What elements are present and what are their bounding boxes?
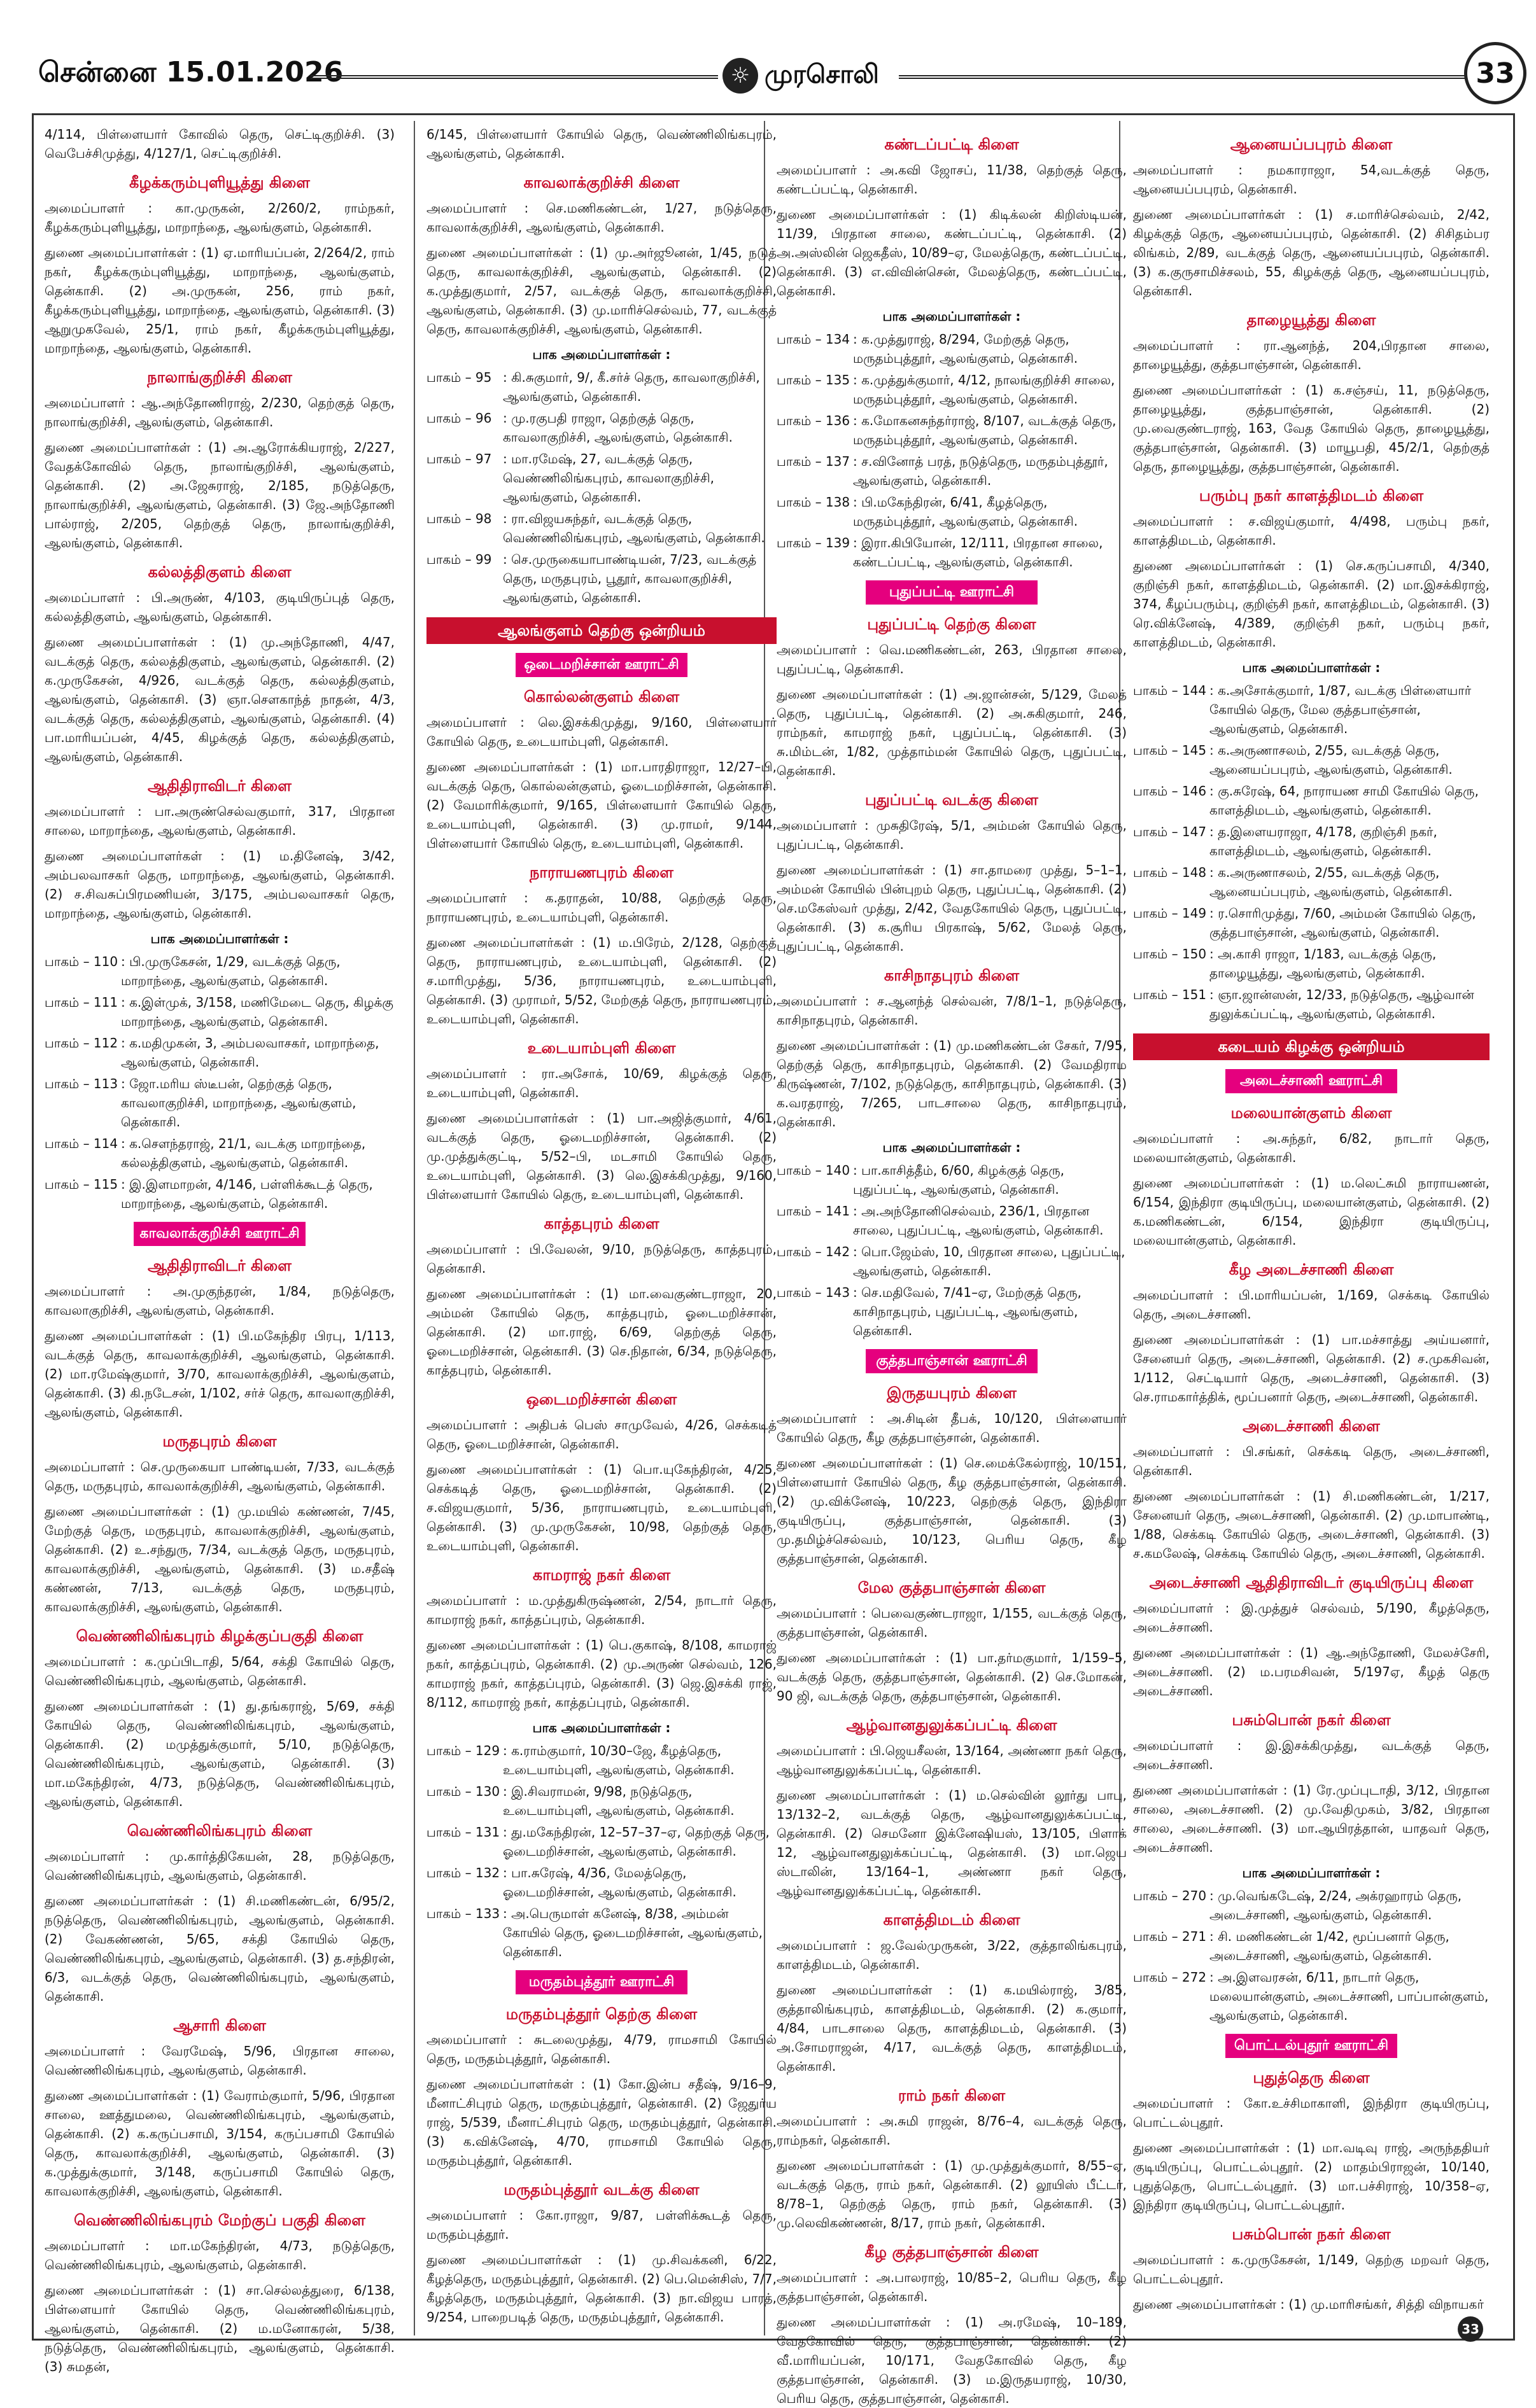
part-number: பாகம் – 141 [777, 1203, 850, 1219]
part-number: பாகம் – 136 [777, 413, 850, 428]
branch-entry: அமைப்பாளர் : ரா.ஆனந்த், 204,பிரதான சாலை, தாழையூத்து, குத்தபாஞ்சான், தென்காசி. [1133, 338, 1490, 372]
part-detail: : இரா.கிபியோன், 12/111, பிரதான சாலை, கண்டப்பட்டி, ஆலங்குளம், தென்காசி. [853, 535, 1103, 570]
branch-entry: அமைப்பாளர் : ஆ.அந்தோணிராஜ், 2/230, தெற்குத் தெரு, நாலாங்குறிச்சி, ஆலங்குளம், தென்காசி. [45, 395, 395, 430]
part-number: பாகம் – 95 [426, 370, 492, 385]
part-detail: : க.அருணாசலம், 2/55, வடக்குத் தெரு, ஆனையப்பபுரம், ஆலங்குளம், தென்காசி. [1209, 743, 1453, 777]
branch-entry: துணை அமைப்பாளர்கள் : (1) மு.அர்ஜூனன், 1/45, நடுத் தெரு, காவலாக்குறிச்சி, ஆலங்குளம், தென்காசி. (2) க.முத்துகுமார், 2/57, வடக்குத் தெரு, காவலாக்குறிச்சி, ஆலங்குளம், தென்காசி. (3) மு.மாரிச்செல்வம், 77, வடக்குத் தெரு, காவலாக்குறிச்சி, ஆலங்குளம், தென்காசி. [426, 245, 777, 337]
branch-entry: அமைப்பாளர் : வெ.மணிகண்டன், 263, பிரதான சாலை, புதுப்பட்டி, தென்காசி. [777, 642, 1127, 676]
header-date: சென்னை 15.01.2026 [38, 56, 344, 88]
branch-entry: அமைப்பாளர் : பி.ஜெயசீலன், 13/164, அண்ணா நகர் தெரு, ஆழ்வானதுலுக்கப்பட்டி, தென்காசி. [777, 1743, 1127, 1777]
part-detail: : ச.வினோத் பரத், நடுத்தெரு, மருதம்புத்தூர், ஆலங்குளம், தென்காசி. [853, 454, 1108, 488]
sun-logo-icon: ☼ [722, 58, 758, 94]
part-row [1133, 944, 1490, 983]
branch-heading: மலையான்குளம் கிளை [1230, 1104, 1392, 1122]
branch-section [45, 776, 395, 1213]
branch-entry: அமைப்பாளர் : செ.முருகையா பாண்டியன், 7/33, வடக்குத் தெரு, மருதபுரம், காவலாக்குறிச்சி, ஆலங்குளம், தென்காசி. [45, 1459, 395, 1494]
branch-entry: அமைப்பாளர் : ச.விஜய்குமார், 4/498, பரும்பு நகர், காளத்திமடம், தென்காசி. [1133, 514, 1490, 548]
branch-entry: அமைப்பாளர் : வேரமேஷ், 5/96, பிரதான சாலை, வெண்ணிலிங்கபுரம், ஆலங்குளம், தென்காசி. [45, 2043, 395, 2078]
branch-entry: துணை அமைப்பாளர்கள் : (1) ம.செல்வின் லூர்து பாபு, 13/132–2, வடக்குத் தெரு, ஆழ்வானதுலுக்கப்பட்டி, தென்காசி. (2) செமனோ இக்னேஷியஸ், 13/105, பிளாக் 12, ஆழ்வானதுலுக்கப்பட்டி, தென்காசி. (3) மா.ஜெய ஸ்டாலின், 13/164–1, அண்ணா நகர் தெரு, ஆழ்வானதுலுக்கப்பட்டி, தென்காசி. [777, 1788, 1127, 1898]
branch-heading: கீழக்கரும்புளியூத்து கிளை [129, 174, 310, 192]
branch-section [1133, 1260, 1490, 1406]
branch-section [45, 173, 395, 358]
branch-entry: துணை அமைப்பாளர்கள் : (1) மு.மயில் கண்ணன், 7/45, மேற்குத் தெரு, மருதபுரம், காவலாக்குறிச்சி, ஆலங்குளம், தென்காசி. (2) உ.சந்துரு, 7/34, வடக்குத் தெரு, மருதபுரம், காவலாக்குறிச்சி, ஆலங்குளம், தென்காசி. (3) ம.சதீஷ் கண்ணன், 7/13, வடக்குத் தெரு, மருதபுரம், காவலாக்குறிச்சி, ஆலங்குளம், தென்காசி. [45, 1504, 395, 1614]
branch-entry: துணை அமைப்பாளர்கள் : (1) அ.ஜான்சன், 5/129, மேலத் தெரு, புதுப்பட்டி, தென்காசி. (2) அ.சுகிகுமார், 246, ராம்நகர், காமராஜ் நகர், புதுப்பட்டி, தென்காசி. (3) சு.மிம்டன், 1/82, முத்தாம்மன் கோயில் தெரு, புதுப்பட்டி, தென்காசி. [777, 687, 1127, 778]
column-4 [1133, 125, 1490, 2327]
branch-entry: துணை அமைப்பாளர்கள் : (1) மா.வைகுண்டராஜா, 20, அம்மன் கோயில் தெரு, காத்தபுரம், ஓடைமறிச்சான், தென்காசி. (2) மா.ராஜ், 6/69, தெற்குத் தெரு, ஓடைமறிச்சான், தென்காசி. (3) செ.நிதான், 6/34, நடுத்தெரு, காத்தபுரம், தென்காசி. [426, 1286, 777, 1378]
part-detail: : ஞா.ஜான்ஸன், 12/33, நடுத்தெரு, ஆழ்வான் துலுக்கப்பட்டி, ஆலங்குளம், தென்காசி. [1209, 987, 1474, 1021]
panchayat-label: புதுப்பட்டி ஊராட்சி [866, 580, 1038, 605]
branch-heading: காசிநாதபுரம் கிளை [884, 967, 1020, 984]
part-row [45, 1134, 395, 1172]
part-row [1133, 863, 1490, 901]
branch-entry: அமைப்பாளர் : அ.முகுந்தரன், 1/84, நடுத்தெரு, காவலாகுறிச்சி, ஆலங்குளம், தென்காசி. [45, 1284, 395, 1318]
part-detail: : த.இளையராஜா, 4/178, குறிஞ்சி நகர், காளத்திமடம், ஆலங்குளம், தென்காசி. [1209, 824, 1437, 858]
branch-entry: அமைப்பாளர் : பெவைகுண்டராஜா, 1/155, வடக்குத் தெரு, குத்தபாஞ்சான், தென்காசி. [777, 1606, 1127, 1640]
branch-entry: துணை அமைப்பாளர்கள் : (1) சா.செல்லத்துரை, 6/138, பிள்ளையார் கோயில் தெரு, வெண்ணிலிங்கபுரம், ஆலங்குளம், தென்காசி. (2) ம.மனோகரன், 5/38, நடுத்தெரு, வெண்ணிலிங்கபுரம், ஆலங்குளம், தென்காசி. (3) சுமதன், [45, 2283, 395, 2374]
part-row [777, 370, 1127, 409]
part-detail: : க.முத்துக்குமார், 4/12, நாலங்குறிச்சி சாலை, மருதம்புத்தூர், ஆலங்குளம், தென்காசி. [853, 372, 1115, 407]
branch-entry: துணை அமைப்பாளர்கள் : (1) ம.தினேஷ், 3/42, அம்பலவாசகர் தெரு, மாறாந்தை, ஆலங்குளம், தென்காசி. (2) ச.சிவசுப்பிரமணியன், 3/175, அம்பலவாசகர் தெரு, மாறாந்தை, ஆலங்குளம், தென்காசி. [45, 848, 395, 921]
branch-section [45, 2016, 395, 2201]
branch-entry: அமைப்பாளர் : அதிபக் பெஸ் சாமுவேல், 4/26, செக்கடித் தெரு, ஓடைமறிச்சான், தென்காசி. [426, 1417, 777, 1452]
branch-section [1133, 2225, 1490, 2314]
part-number: பாகம் – 144 [1133, 683, 1207, 698]
part-row [1133, 822, 1490, 860]
part-detail: : க.அசோக்குமார், 1/87, வடக்கு பிள்ளையார் கோயில் தெரு, மேல குத்தபாஞ்சான், ஆலங்குளம், தென்காசி. [1209, 683, 1472, 736]
part-number: பாகம் – 98 [426, 511, 492, 526]
branch-entry: அமைப்பாளர் : முசுதிரேஷ், 5/1, அம்மன் கோயில் தெரு, புதுப்பட்டி, தென்காசி. [777, 818, 1127, 852]
part-row [1133, 985, 1490, 1023]
branch-section [45, 2211, 395, 2376]
part-detail: : சி. மணிகண்டன் 1/42, மூப்பனார் தெரு, அடைச்சாணி, ஆலங்குளம், தென்காசி. [1209, 1929, 1449, 1963]
part-detail: : செ.மதிவேல், 7/41–ஏ, மேற்குத் தெரு, காசிநாதபுரம், புதுப்பட்டி, ஆலங்குளம், தென்காசி. [853, 1285, 1082, 1338]
part-detail: : கி.சுகுமார், 9/, கீ.சர்ச் தெரு, காவலாகுறிச்சி, ஆலங்குளம், தென்காசி. [503, 370, 760, 404]
part-number: பாகம் – 270 [1133, 1888, 1207, 1903]
column-divider [414, 121, 415, 2335]
part-detail: : மு.ரகுபதி ராஜா, தெற்குத் தெரு, காவலாகுறிச்சி, ஆலங்குளம், தென்காசி. [503, 410, 733, 445]
branch-entry: அமைப்பாளர் : கோ.உச்சிமாகாளி, இந்திரா குடியிருப்பு, பொட்டல்புதூர். [1133, 2096, 1490, 2130]
branch-entry: துணை அமைப்பாளர்கள் : (1) து.தங்கராஜ், 5/69, சக்தி கோயில் தெரு, வெண்ணிலிங்கபுரம், ஆலங்குளம், தென்காசி. (2) மமுத்துக்குமார், 5/10, நடுத்தெரு, வெண்ணிலிங்கபுரம், ஆலங்குளம், தென்காசி. (3) மா.மகேந்திரன், 4/73, நடுத்தெரு, வெண்ணிலிங்கபுரம், ஆலங்குளம், தென்காசி. [45, 1698, 395, 1809]
branch-section [1133, 1103, 1490, 1250]
branch-heading: கீழ குத்தபாஞ்சான் கிளை [864, 2243, 1039, 2261]
part-number: பாகம் – 130 [426, 1784, 500, 1799]
branch-heading: ஆசாரி கிளை [173, 2017, 266, 2034]
part-row [1133, 904, 1490, 942]
part-number: பாகம் – 97 [426, 451, 492, 466]
part-number: பாகம் – 150 [1133, 946, 1207, 962]
branch-entry: துணை அமைப்பாளர்கள் : (1) க.மயில்ராஜ், 3/85, குத்தாலிங்கபுரம், காளத்திமடம், தென்காசி. (2) க.குமார், 4/84, பாடசாலை தெரு, காளத்திமடம், தென்காசி. (3) அ.சோமராஜன், 4/17, வடக்குத் தெரு, காளத்திமடம், தென்காசி. [777, 1982, 1127, 2074]
branch-entry: துணை அமைப்பாளர்கள் : (1) மு.சிவக்கனி, 6/22, கீழத்தெரு, மருதம்புத்தூர், தென்காசி. (2) பெ.மென்சிஸ், 7/7, கீழத்தெரு, மருதம்புத்தூர், தென்காசி. (3) நா.விஜய பாரத், 9/254, பாறைபடித் தெரு, மருதம்புத்தூர், தென்காசி. [426, 2252, 777, 2325]
part-detail: : மு.வெங்கடேஷ், 2/24, அக்ரஹாரம் தெரு, அடைச்சாணி, ஆலங்குளம், தென்காசி. [1209, 1888, 1462, 1922]
part-row [426, 1904, 777, 1961]
part-row [777, 1201, 1127, 1240]
branch-heading: ஆதிதிராவிடர் கிளை [148, 1257, 292, 1275]
part-detail: : க.முத்துராஜ், 8/294, மேற்குத் தெரு, மருதம்புத்தூர், ஆலங்குளம், தென்காசி. [853, 332, 1078, 366]
branch-heading: மருதம்புத்தூர் வடக்கு கிளை [504, 2181, 700, 2199]
part-number: பாகம் – 138 [777, 494, 850, 510]
part-row [426, 1741, 777, 1779]
part-number: பாகம் – 112 [45, 1035, 118, 1051]
branch-entry: துணை அமைப்பாளர்கள் : (1) பி.மகேந்திர பிரபு, 1/113, வடக்குத் தெரு, காவலாக்குறிச்சி, ஆலங்குளம், தென்காசி. (2) மா.ரமேஷ்குமார், 3/70, காவலாக்குறிச்சி, ஆலங்குளம், தென்காசி. (3) கி.நடேசன், 1/102, சர்ச் தெரு, காவலாகுறிச்சி, ஆலங்குளம், தென்காசி. [45, 1328, 395, 1420]
branch-heading: காமராஜ் நகர் கிளை [532, 1566, 671, 1584]
branch-entry: அமைப்பாளர் : செ.மணிகண்டன், 1/27, நடுத்தெரு, காவலாக்குறிச்சி, ஆலங்குளம், தென்காசி. [426, 200, 777, 235]
branch-section [777, 1716, 1127, 1900]
masthead-logo [722, 47, 894, 104]
branch-entry: துணை அமைப்பாளர்கள் : (1) க.சஞ்சய், 11, நடுத்தெரு, தாழையூத்து, குத்தபாஞ்சான், தென்காசி. (2) மு.வைகுண்டராஜ், 163, வேத கோயில் தெரு, தாழையூத்து, குத்தபாஞ்சான், தென்காசி. (3) மாயூபதி, 45/2/1, தெற்குத் தெரு, தாழையூத்து, குத்தபாஞ்சான், தென்காசி. [1133, 382, 1490, 474]
part-row [45, 1175, 395, 1213]
branch-entry: அமைப்பாளர் : ரா.அசோக், 10/69, கிழக்குத் தெரு, உடையாம்புளி, தென்காசி. [426, 1066, 777, 1100]
branch-entry: துணை அமைப்பாளர்கள் : (1) ம.லெட்சுமி நாராயணன், 6/154, இந்திரா குடியிருப்பு, மலையான்குளம், தென்காசி. (2) க.மணிகண்டன், 6/154, இந்திரா குடியிருப்பு, மலையான்குளம், தென்காசி. [1133, 1175, 1490, 1248]
branch-heading: பசும்பொன் நகர் கிளை [1232, 2225, 1391, 2243]
part-number: பாகம் – 140 [777, 1163, 850, 1178]
branch-entry: துணை அமைப்பாளர்கள் : (1) மு.முத்துக்குமார், 8/55–ஏ, வடக்குத் தெரு, ராம் நகர், தென்காசி. (2) லூயிஸ் பீட்டர், 8/78–1, தெற்குத் தெரு, ராம் நகர், தென்காசி. (3) மு.லெவிகண்ணன், 8/17, ராம் நகர், தென்காசி. [777, 2158, 1127, 2230]
branch-entry: அமைப்பாளர் : பி.வேலன், 9/10, நடுத்தெரு, காத்தபுரம், தென்காசி. [426, 1242, 777, 1276]
branch-section [426, 1039, 777, 1204]
part-number: பாகம் – 272 [1133, 1970, 1207, 1985]
part-number: பாகம் – 113 [45, 1076, 118, 1091]
branch-entry: துணை அமைப்பாளர்கள் : (1) கோ.இன்ப சதீஷ், 9/16–9, மீனாட்சிபுரம் தெரு, மருதம்புத்தூர், தென்காசி. (2) ஜேதுர்ய ராஜ், 5/539, மீனாட்சிபுரம் தெரு, மருதம்புத்தூர், தென்காசி. (3) க.விக்னேஷ், 4/70, ராமசாமி கோயில் தெரு, மருதம்புத்தூர், தென்காசி. [426, 2076, 777, 2168]
part-number: பாகம் – 114 [45, 1136, 118, 1151]
column-1 [45, 125, 395, 2374]
branch-entry: துணை அமைப்பாளர்கள் : (1) பா.அஜித்குமார், 4/61, வடக்குத் தெரு, ஓடைமறிச்சான், தென்காசி. (2) மு.முத்துக்குட்டி, 5/52–பி, மடசாமி கோயில் தெரு, உடையாம்புளி, தென்காசி. (3) லெ.இசக்கிமுத்து, 9/160, பிள்ளையார் கோயில் தெரு, உடையாம்புளி, தென்காசி. [426, 1110, 777, 1202]
branch-entry: அமைப்பாளர் : க.முப்பிடாதி, 5/64, சக்தி கோயில் தெரு, வெண்ணிலிங்கபுரம், ஆலங்குளம், தென்காசி. [45, 1654, 395, 1688]
part-detail: : பொ.ஜேம்ஸ், 10, பிரதான சாலை, புதுப்பட்டி, ஆலங்குளம், தென்காசி. [853, 1244, 1125, 1278]
branch-entry: துணை அமைப்பாளர்கள் : (1) செ.மைக்கேல்ராஜ், 10/151, பிள்ளையார் கோயில் தெரு, கீழ குத்தபாஞ்சான், தென்காசி. (2) மு.விக்னேஷ், 10/223, தெற்குத் தெரு, இந்திரா குடியிருப்பு, குத்தபாஞ்சான், தென்காசி. (3) மு.தமிழ்ச்செல்வம், 10/123, பெரிய தெரு, கீழ குத்தபாஞ்சான், தென்காசி. [777, 1455, 1127, 1566]
part-detail: : கு.சுரேஷ், 64, நாராயண சாமி கோயில் தெரு, காளத்திமடம், ஆலங்குளம், தென்காசி. [1209, 783, 1479, 818]
panchayat-label: காவலாக்குறிச்சி ஊராட்சி [134, 1222, 306, 1246]
branch-entry: துணை அமைப்பாளர்கள் : (1) பா.தர்மகுமார், 1/159–5, வடக்குத் தெரு, குத்தபாஞ்சான், தென்காசி. (2) செ.மோகன், 90 ஜி, வடக்குத் தெரு, குத்தபாஞ்சான், தென்காசி. [777, 1650, 1127, 1704]
part-detail: : க.அருணாசலம், 2/55, வடக்குத் தெரு, ஆனையப்பபுரம், ஆலங்குளம், தென்காசி. [1209, 865, 1453, 899]
part-row [1133, 1968, 1490, 2025]
part-organisers-heading: பாக அமைப்பாளர்கள் : [882, 1140, 1021, 1155]
branch-heading: ஆழ்வானதுலுக்கப்பட்டி கிளை [846, 1716, 1057, 1734]
part-row [426, 1782, 777, 1820]
branch-section [777, 1910, 1127, 2076]
part-organisers-heading: பாக அமைப்பாளர்கள் : [1242, 660, 1381, 675]
part-detail: : க.இள்முக், 3/158, மணிமேடை தெரு, கிழக்கு மாறாந்தை, ஆலங்குளம், தென்காசி. [121, 995, 393, 1029]
branch-entry: அமைப்பாளர் : இ.இசக்கிமுத்து, வடக்குத் தெரு, அடைச்சாணி. [1133, 1738, 1490, 1772]
branch-heading: பரும்பு நகர் காளத்திமடம் கிளை [1199, 487, 1424, 505]
branch-section [777, 1578, 1127, 1705]
part-detail: : க.ராம்குமார், 10/30–ஜே, கீழத்தெரு, உடையாம்புளி, ஆலங்குளம், தென்காசி. [503, 1743, 735, 1777]
part-row [45, 1033, 395, 1072]
branch-section [426, 1565, 777, 1961]
branch-section [45, 1627, 395, 1811]
branch-entry: அமைப்பாளர் : கோ.ராஜா, 9/87, பள்ளிக்கூடத் தெரு, மருதம்புத்தூர். [426, 2208, 777, 2242]
part-row [777, 1283, 1127, 1340]
part-organisers-heading: பாக அமைப்பாளர்கள் : [532, 1720, 671, 1735]
part-detail: : அ.காசி ராஜா, 1/183, வடக்குத் தெரு, தாழையூத்து, ஆலங்குளம், தென்காசி. [1209, 946, 1437, 981]
branch-entry: அமைப்பாளர் : பா.அருண்செல்வகுமார், 317, பிரதான சாலை, மாறாந்தை, ஆலங்குளம், தென்காசி. [45, 804, 395, 838]
part-number: பாகம் – 139 [777, 535, 850, 550]
part-detail: : ஜோ.மரிய ஸ்டீபன், தெற்குத் தெரு, காவலாகுறிச்சி, மாறாந்தை, ஆலங்குளம், தென்காசி. [121, 1076, 356, 1130]
branch-entry: துணை அமைப்பாளர்கள் : (1) அ.ரமேஷ், 10–189, வேதகோவில் தெரு, குத்தபாஞ்சான், தென்காசி. (2) வீ.மாரியப்பன், 10/171, வேதகோவில் தெரு, கீழ குத்தபாஞ்சான், தென்காசி. (3) ம.இருதயராஜ், 10/30, பெரிய தெரு, குத்தபாஞ்சான், தென்காசி. [777, 2314, 1127, 2406]
part-detail: : அ.பெருமாள் கனேஷ், 8/38, அம்மன் கோயில் தெரு, ஓடைமறிச்சான், ஆலங்குளம், தென்காசி. [503, 1906, 763, 1959]
branch-entry: துணை அமைப்பாளர்கள் : (1) சி.மணிகண்டன், 1/217, சேனையர் தெரு, அடைச்சாணி, தென்காசி. (2) மு.மாபாண்டி, 1/88, செக்கடி கோயில் தெரு, அடைச்சாணி, தென்காசி. (3) ச.கமலேஷ், செக்கடி கோயில் தெரு, அடைச்சாணி, தென்காசி. [1133, 1488, 1490, 1561]
branch-entry: அமைப்பாளர் : லெ.இசக்கிமுத்து, 9/160, பிள்ளையார் கோயில் தெரு, உடையாம்புளி, தென்காசி. [426, 715, 777, 749]
branch-entry: துணை அமைப்பாளர்கள் : (1) ஆ.அந்தோணி, மேலச்சேரி, அடைச்சாணி. (2) ம.பரமசிவன், 5/197ஏ, கீழத் தெரு அடைச்சாணி. [1133, 1645, 1490, 1698]
branch-heading: ஆனையப்பபுரம் கிளை [1230, 136, 1393, 153]
part-row [426, 368, 777, 406]
part-number: பாகம் – 111 [45, 995, 118, 1010]
header-rule-right [899, 75, 1465, 79]
branch-heading: வெண்ணிலிங்கபுரம் கிழக்குப்பகுதி கிளை [76, 1627, 363, 1645]
part-number: பாகம் – 132 [426, 1865, 500, 1880]
branch-section [1133, 1711, 1490, 2025]
branch-section [777, 2086, 1127, 2232]
branch-heading: காவலாக்குறிச்சி கிளை [523, 174, 680, 192]
part-row [1133, 1927, 1490, 1965]
branch-entry: துணை அமைப்பாளர்கள் : (1) வேராம்குமார், 5/96, பிரதான சாலை, ஊத்துமலை, வெண்ணிலிங்கபுரம், ஆலங்குளம், தென்காசி. (2) க.கருப்பசாமி, 3/154, கருப்பசாமி கோயில் தெரு, காவலாக்குறிச்சி, ஆலங்குளம், தென்காசி. (3) க.முத்துக்குமார், 3/148, கருப்பசாமி கோயில் தெரு, காவலாக்குறிச்சி, ஆலங்குளம், தென்காசி. [45, 2088, 395, 2199]
part-number: பாகம் – 143 [777, 1285, 850, 1300]
part-row [45, 993, 395, 1031]
part-row [777, 533, 1127, 571]
branch-entry: துணை அமைப்பாளர்கள் : (1) பா.மச்சாத்து அய்யனார், சேனையர் தெரு, அடைச்சாணி, தென்காசி. (2) ச.முகசிவன், 1/112, செட்டியார் தெரு, அடைச்சாணி, தென்காசி. (3) செ.ராமகார்த்திக், மூப்பனார் தெரு, அடைச்சாணி, தென்காசி. [1133, 1332, 1490, 1404]
part-row [1133, 681, 1490, 738]
part-detail: : ர.சொரிமுத்து, 7/60, அம்மன் கோயில் தெரு, குத்தபாஞ்சான், ஆலங்குளம், தென்காசி. [1209, 906, 1476, 940]
branch-heading: அடைச்சாணி கிளை [1243, 1417, 1380, 1435]
part-organisers-heading: பாக அமைப்பாளர்கள் : [1242, 1865, 1381, 1880]
branch-heading: கண்டப்பட்டி கிளை [884, 136, 1019, 153]
branch-entry: அமைப்பாளர் : மு.கார்த்திகேயன், 28, நடுத்தெரு, வெண்ணிலிங்கபுரம், ஆலங்குளம், தென்காசி. [45, 1849, 395, 1883]
branch-section [45, 1432, 395, 1616]
part-number: பாகம் – 134 [777, 332, 850, 347]
part-number: பாகம் – 131 [426, 1824, 500, 1840]
branch-heading: அடைச்சாணி ஆதிதிராவிடர் குடியிருப்பு கிளை [1149, 1574, 1474, 1592]
part-detail: : பா.காசித்தீம், 6/60, கிழக்குத் தெரு, புதுப்பட்டி, ஆலங்குளம், தென்காசி. [853, 1163, 1064, 1197]
part-row [426, 550, 777, 607]
part-row [777, 411, 1127, 449]
part-organisers-heading: பாக அமைப்பாளர்கள் : [150, 931, 289, 946]
footer-page-number: 33 [1458, 2316, 1483, 2342]
part-detail: : பா.சுரேஷ், 4/36, மேலத்தெரு, ஓடைமறிச்சான், ஆலங்குளம், தென்காசி. [503, 1865, 736, 1900]
branch-heading: புதுத்தெரு கிளை [1253, 2069, 1370, 2087]
branch-heading: கல்லத்திகுளம் கிளை [148, 563, 292, 581]
branch-heading: வெண்ணிலிங்கபுரம் கிளை [127, 1822, 313, 1840]
part-detail: : க.சௌந்தராஜ், 21/1, வடக்கு மாறாந்தை, கல்லத்திகுளம், ஆலங்குளம், தென்காசி. [121, 1136, 366, 1170]
branch-section [1133, 1417, 1490, 1563]
branch-section [1133, 486, 1490, 1023]
part-number: பாகம் – 149 [1133, 906, 1207, 921]
part-row [426, 509, 777, 547]
branch-heading: ராம் நகர் கிளை [898, 2087, 1006, 2104]
branch-entry: துணை அமைப்பாளர்கள் : (1) மா.பாரதிராஜா, 12/27–பி, வடக்குத் தெரு, கொல்லன்குளம், ஓடைமறிச்சான், தென்காசி. (2) வேமாரிக்குமார், 9/165, பிள்ளையார் கோயில் தெரு, உடையாம்புளி, தென்காசி. (3) மு.ராமர், 9/144, பிள்ளையார் கோயில் தெரு, உடையாம்புளி, தென்காசி. [426, 759, 777, 851]
part-number: பாகம் – 142 [777, 1244, 850, 1259]
part-number: பாகம் – 146 [1133, 783, 1207, 799]
part-row [777, 452, 1127, 490]
union-banner: கடையம் கிழக்கு ஒன்றியம் [1133, 1033, 1490, 1060]
page-header [32, 42, 1515, 108]
column-3 [777, 125, 1127, 2406]
column-2 [426, 125, 777, 2327]
branch-heading: உடையாம்புளி கிளை [527, 1039, 676, 1057]
branch-heading: கொல்லன்குளம் கிளை [523, 688, 680, 706]
branch-heading: வெண்ணிலிங்கபுரம் மேற்குப் பகுதி கிளை [74, 2211, 365, 2229]
branch-section [777, 1383, 1127, 1568]
part-number: பாகம் – 115 [45, 1177, 118, 1192]
branch-entry: அமைப்பாளர் : க.முருகேசன், 1/149, தெற்கு மறவர் தெரு, பொட்டல்புதூர். [1133, 2252, 1490, 2286]
part-detail: : இ.சிவராமன், 9/98, நடுத்தெரு, உடையாம்புளி, ஆலங்குளம், தென்காசி. [503, 1784, 735, 1818]
branch-section [426, 173, 777, 607]
branch-entry: துணை அமைப்பாளர்கள் : (1) செ.கருப்பசாமி, 4/340, குறிஞ்சி நகர், காளத்திமடம், தென்காசி. (2) மா.இசக்கிராஜ், 374, கீழப்பரும்பு, குறிஞ்சி நகர், காளத்திமடம், தென்காசி. (3) ரெ.விக்னேஷ், 4/389, குறிஞ்சி நகர், பரும்பு நகர், காளத்திமடம், தென்காசி. [1133, 558, 1490, 650]
branch-entry: துணை அமைப்பாளர்கள் : (1) மா.வடிவு ராஜ், அருந்ததியர் குடியிருப்பு, பொட்டல்புதூர். (2) மாதம்பிராஜன், 10/140, புதுத்தெரு, பொட்டல்புதூர். (3) மா.பச்சிராஜ், 10/358–ஏ, இந்திரா குடியிருப்பு, பொட்டல்புதூர். [1133, 2140, 1490, 2213]
part-number: பாகம் – 145 [1133, 743, 1207, 758]
panchayat-label: பொட்டல்புதூர் ஊராட்சி [1225, 2034, 1397, 2058]
part-row [777, 1242, 1127, 1280]
branch-entry: துணை அமைப்பாளர்கள் : (1) ம.பிரேம், 2/128, தெற்குத் தெரு, நாராயணபுரம், உடையாம்புளி, தென்காசி. (2) ச.மாரிமுத்து, 5/36, நாராயணபுரம், உடையாம்புளி, தென்காசி. (3) முராமர், 5/52, மேற்குத் தெரு, நாராயணபுரம், உடையாம்புளி, தென்காசி. [426, 935, 777, 1026]
paper-name: முரசொலி [764, 59, 879, 89]
branch-entry: துணை அமைப்பாளர்கள் : (1) மு.மாரிசங்கர், சித்தி விநாயகர் [1133, 2297, 1484, 2312]
branch-section [777, 966, 1127, 1340]
part-row [426, 1823, 777, 1861]
branch-section [426, 2180, 777, 2327]
branch-entry: அமைப்பாளர் : மா.மகேந்திரன், 4/73, நடுத்தெரு, வெண்ணிலிங்கபுரம், ஆலங்குளம், தென்காசி. [45, 2238, 395, 2272]
part-row [426, 1863, 777, 1901]
part-detail: : மா.ரமேஷ், 27, வடக்குத் தெரு, வெண்ணிலிங்கபுரம், காவலாகுறிச்சி, ஆலங்குளம், தென்காசி. [503, 451, 715, 505]
part-detail: : அ.இளவரசன், 6/11, நாடார் தெரு, மலையான்குளம், அடைச்சாணி, பாப்பான்குளம், ஆலங்குளம், தென்காசி. [1209, 1970, 1489, 2023]
branch-section [777, 2243, 1127, 2408]
branch-heading: தாழையூத்து கிளை [1246, 311, 1376, 329]
part-number: பாகம் – 135 [777, 372, 850, 388]
branch-section [426, 863, 777, 1028]
part-detail: : ரா.விஜயசுந்தர், வடக்குத் தெரு, வெண்ணிலிங்கபுரம், ஆலங்குளம், தென்காசி. [503, 511, 765, 545]
part-detail: : பி.முருகேசன், 1/29, வடக்குத் தெரு, மாறாந்தை, ஆலங்குளம், தென்காசி. [121, 954, 341, 988]
continued-text: 6/145, பிள்ளையார் கோயில் தெரு, வெண்ணிலிங்கபுரம், ஆலங்குளம், தென்காசி. [426, 127, 777, 161]
branch-entry: அமைப்பாளர் : நமகாராஜா, 54,வடக்குத் தெரு, ஆனையப்பபுரம், தென்காசி. [1133, 162, 1490, 197]
part-row [777, 330, 1127, 368]
part-detail: : க.மதிமுகன், 3, அம்பலவாசகர், மாறாந்தை, ஆலங்குளம், தென்காசி. [121, 1035, 379, 1070]
branch-entry: துணை அமைப்பாளர்கள் : (1) பெ.குகாஷ், 8/108, காமராஜ் நகர், காத்தப்புரம், தென்காசி. (2) மு.அருண் செல்வம், 126, காமராஜ் நகர், காத்தப்புரம், தென்காசி. (3) ஜெ.இசக்கி ராஜ், 8/112, காமராஜ் நகர், காத்தப்புரம், தென்காசி. [426, 1637, 777, 1710]
branch-entry: துணை அமைப்பாளர்கள் : (1) ரே.முப்புடாதி, 3/12, பிரதான சாலை, அடைச்சாணி. (2) மு.வேதிமுகம், 3/82, பிரதான சாலை, அடைச்சாணி. (3) மா.ஆயிரத்தான், யாதவர் தெரு, அடைச்சாணி. [1133, 1782, 1490, 1855]
continued-text: 4/114, பிள்ளையார் கோவில் தெரு, செட்டிகுறிச்சி. (3) வெபேச்சிமுத்து, 4/127/1, செட்டிகுறிச்சி. [45, 127, 395, 161]
panchayat-label: குத்தபாஞ்சான் ஊராட்சி [866, 1349, 1038, 1373]
part-organisers-heading: பாக அமைப்பாளர்கள் : [882, 309, 1021, 324]
part-row [45, 952, 395, 990]
branch-section [1133, 135, 1490, 300]
branch-heading: காளத்திமடம் கிளை [883, 1911, 1020, 1929]
branch-entry: அமைப்பாளர் : கா.முருகன், 2/260/2, ராம்நகர், கீழக்கரும்புளியூத்து, மாறாந்தை, ஆலங்குளம், தென்காசி. [45, 200, 395, 235]
branch-heading: நாராயணபுரம் கிளை [530, 864, 673, 881]
part-number: பாகம் – 129 [426, 1743, 500, 1758]
branch-section [45, 1821, 395, 2006]
part-row [1133, 781, 1490, 820]
branch-heading: நாலாங்குறிச்சி கிளை [147, 368, 292, 386]
branch-heading: மேல குத்தபாஞ்சான் கிளை [857, 1579, 1046, 1597]
branch-entry: துணை அமைப்பாளர்கள் : (1) அ.ஆரோக்கியராஜ், 2/227, வேதக்கோவில் தெரு, நாலாங்குறிச்சி, ஆலங்குளம், தென்காசி. (2) அ.ஜேசுராஜ், 2/185, நடுத்தெரு, நாலாங்குறிச்சி, ஆலங்குளம், தென்காசி. (3) ஜே.அந்தோணி பால்ராஜ், 2/205, தெற்குத் தெரு, நாலாங்குறிச்சி, ஆலங்குளம், தென்காசி. [45, 440, 395, 550]
part-detail: : செ.முருகையாபாண்டியன், 7/23, வடக்குத் தெரு, மருதபுரம், பூதூர், காவலாகுறிச்சி, ஆலங்குளம், தென்காசி. [503, 552, 757, 605]
branch-entry: அமைப்பாளர் : அ.சுந்தர், 6/82, நாடார் தெரு, மலையான்குளம், தென்காசி. [1133, 1131, 1490, 1165]
part-detail: : க.மோகனசுந்தர்ராஜ், 8/107, வடக்குத் தெரு, மருதம்புத்தூர், ஆலங்குளம், தென்காசி. [853, 413, 1117, 447]
branch-entry: துணை அமைப்பாளர்கள் : (1) மு.அந்தோணி, 4/47, வடக்குத் தெரு, கல்லத்திகுளம், ஆலங்குளம், தென்காசி. (2) க.முருகேசன், 4/926, வடக்குத் தெரு, கல்லத்திகுளம், ஆலங்குளம், தென்காசி. (3) ஞா.சௌகாந்த் நாதன், 4/3, வடக்குத் தெரு, கல்லத்திகுளம், ஆலங்குளம், தென்காசி. (4) பா.மாரியப்பன், 4/45, கிழக்குத் தெரு, கல்லத்திகுளம், ஆலங்குளம், தென்காசி. [45, 634, 395, 764]
part-number: பாகம் – 137 [777, 454, 850, 469]
branch-entry: அமைப்பாளர் : ச.ஆனந்த் செல்வன், 7/8/1–1, நடுத்தெரு, காசிநாதபுரம், தென்காசி. [777, 993, 1127, 1028]
panchayat-label: மருதம்புத்தூர் ஊராட்சி [516, 1970, 687, 1994]
part-number: பாகம் – 96 [426, 410, 492, 426]
branch-entry: அமைப்பாளர் : பி.மாரியப்பன், 1/169, செக்கடி கோயில் தெரு, அடைச்சாணி. [1133, 1287, 1490, 1322]
branch-heading: கீழ அடைச்சாணி கிளை [1229, 1261, 1394, 1278]
part-number: பாகம் – 147 [1133, 824, 1207, 839]
branch-entry: அமைப்பாளர் : அ.பாலராஜ், 10/85–2, பெரிய தெரு, கீழ குத்தபாஞ்சான், தென்காசி. [777, 2270, 1127, 2304]
branch-entry: அமைப்பாளர் : சுடலைமுத்து, 4/79, ராமசாமி கோயில் தெரு, மருதம்புத்தூர், தென்காசி. [426, 2032, 777, 2066]
part-row [777, 493, 1127, 531]
part-row [45, 1074, 395, 1131]
branch-heading: புதுப்பட்டி தெற்கு கிளை [867, 615, 1036, 633]
branch-entry: அமைப்பாளர் : அ.சுமி ராஜன், 8/76–4, வடக்குத் தெரு, ராம்நகர், தென்காசி. [777, 2113, 1127, 2148]
branch-section [777, 790, 1127, 956]
branch-heading: ஒடைமறிச்சான் கிளை [526, 1390, 677, 1408]
page-number-badge: 33 [1464, 42, 1526, 104]
part-detail: : பி.மகேந்திரன், 6/41, கீழத்தெரு, மருதம்புத்தூர், ஆலங்குளம், தென்காசி. [853, 494, 1078, 529]
branch-entry: அமைப்பாளர் : அ.சிடின் தீபக், 10/120, பிள்ளையார் கோயில் தெரு, கீழ குத்தபாஞ்சான், தென்காசி. [777, 1411, 1127, 1445]
branch-entry: துணை அமைப்பாளர்கள் : (1) மு.மணிகண்டன் சேகர், 7/95, தெற்குத் தெரு, காசிநாதபுரம், தென்காசி. (2) வேமதிராம கிருஷ்ணன், 7/102, நடுத்தெரு, காசிநாதபுரம், தென்காசி. (3) க.வரதராஜ், 7/265, பாடசாலை தெரு, காசிநாதபுரம், தென்காசி. [777, 1038, 1127, 1130]
part-number: பாகம் – 133 [426, 1906, 500, 1921]
branch-entry: துணை அமைப்பாளர்கள் : (1) கிடிக்லன் கிறிஸ்டியன், 11/39, பிரதான சாலை, கண்டப்பட்டி, தென்காசி. (2) அ.அஸ்லின் ஜெகதீஸ், 10/89–ஏ, மேலத்தெரு, கண்டப்பட்டி, தென்காசி. (3) எ.விவின்சென், மேலத்தெரு, கண்டப்பட்டி, தென்காசி. [777, 207, 1127, 298]
part-organisers-heading: பாக அமைப்பாளர்கள் : [532, 347, 671, 362]
header-rule-left [311, 75, 718, 79]
part-row [777, 1161, 1127, 1199]
branch-heading: ஆதிதிராவிடர் கிளை [148, 777, 292, 795]
branch-entry: அமைப்பாளர் : பி.அருண், 4/103, குடியிருப்புத் தெரு, கல்லத்திகுளம், ஆலங்குளம், தென்காசி. [45, 590, 395, 624]
branch-entry: அமைப்பாளர் : அ.கவி ஜோசப், 11/38, தெற்குத் தெரு, கண்டப்பட்டி, தென்காசி. [777, 162, 1127, 197]
branch-entry: அமைப்பாளர் : க.தராதன், 10/88, தெற்குத் தெரு, நாராயணபுரம், உடையாம்புளி, தென்காசி. [426, 890, 777, 925]
branch-entry: துணை அமைப்பாளர்கள் : (1) ஏ.மாரியப்பன், 2/264/2, ராம் நகர், கீழக்கரும்புளியூத்து, மாறாந்தை, ஆலங்குளம், தென்காசி. (2) அ.முருகன், 256, ராம் நகர், கீழக்கரும்புளியூத்து, மாறாந்தை, ஆலங்குளம், தென்காசி. (3) ஆறுமுகவேல், 25/1, ராம் நகர், கீழக்கரும்புளியூத்து, மாறாந்தை, ஆலங்குளம், தென்காசி. [45, 245, 395, 356]
part-number: பாகம் – 151 [1133, 987, 1207, 1002]
branch-section [45, 368, 395, 552]
branch-entry: அமைப்பாளர் : இ.முத்துச் செல்வம், 5/190, கீழத்தெரு, அடைச்சாணி. [1133, 1600, 1490, 1635]
branch-entry: அமைப்பாளர் : ம.முத்துகிருஷ்ணன், 2/54, நாடார் தெரு, காமராஜ் நகர், காத்தப்புரம், தென்காசி. [426, 1593, 777, 1627]
part-detail: : அ.அந்தோனிசெல்வம், 236/1, பிரதான சாலை, புதுப்பட்டி, ஆலங்குளம், தென்காசி. [853, 1203, 1104, 1238]
branch-heading: பசும்பொன் நகர் கிளை [1232, 1711, 1391, 1729]
branch-heading: மருதபுரம் கிளை [162, 1432, 277, 1450]
branch-section [777, 135, 1127, 571]
part-row [1133, 741, 1490, 779]
branch-section [426, 2005, 777, 2170]
branch-section [426, 687, 777, 853]
branch-entry: துணை அமைப்பாளர்கள் : (1) சி.மணிகண்டன், 6/95/2, நடுத்தெரு, வெண்ணிலிங்கபுரம், ஆலங்குளம், தென்காசி. (2) வேகண்ணன், 5/65, சக்தி கோயில் தெரு, வெண்ணிலிங்கபுரம், ஆலங்குளம், தென்காசி. (3) த.சந்திரன், 6/3, வடக்குத் தெரு, வெண்ணிலிங்கபுரம், ஆலங்குளம், தென்காசி. [45, 1893, 395, 2004]
panchayat-label: அடைச்சாணி ஊராட்சி [1225, 1069, 1397, 1093]
part-row [426, 449, 777, 507]
branch-heading: காத்தபுரம் கிளை [544, 1215, 659, 1233]
part-number: பாகம் – 148 [1133, 865, 1207, 880]
part-detail: : து.மகேந்திரன், 12–57–37–ஏ, தெற்குத் தெரு, ஓடைமறிச்சான், ஆலங்குளம், தென்காசி. [503, 1824, 770, 1859]
part-row [1133, 1886, 1490, 1924]
branch-section [45, 563, 395, 766]
branch-section [45, 1256, 395, 1422]
branch-section [1133, 1573, 1490, 1700]
branch-heading: புதுப்பட்டி வடக்கு கிளை [865, 791, 1038, 809]
branch-section [1133, 311, 1490, 476]
part-number: பாகம் – 110 [45, 954, 118, 969]
branch-section [426, 1214, 777, 1380]
union-banner: ஆலங்குளம் தெற்கு ஒன்றியம் [426, 617, 777, 644]
part-row [426, 409, 777, 447]
branch-entry: துணை அமைப்பாளர்கள் : (1) சா.தாமரை முத்து, 5–1–1, அம்மன் கோயில் பின்புறம் தெரு, புதுப்பட்டி, தென்காசி. (2) செ.மகேஸ்வர் முத்து, 2/42, வேதகோயில் தெரு, புதுப்பட்டி, தென்காசி. (3) க.சூரிய பிரகாஷ், 5/62, மேலத் தெரு, புதுப்பட்டி, தென்காசி. [777, 862, 1127, 954]
branch-entry: துணை அமைப்பாளர்கள் : (1) பொ.யுகேந்திரன், 4/25, செக்கடித் தெரு, ஓடைமறிச்சான், தென்காசி. (2) ச.விஜயகுமார், 5/36, நாராயணபுரம், உடையாம்புளி, தென்காசி. (3) மு.முருகேசன், 10/98, தெற்குத் தெரு, உடையாம்புளி, தென்காசி. [426, 1462, 777, 1553]
branch-section [426, 1390, 777, 1555]
part-number: பாகம் – 271 [1133, 1929, 1207, 1944]
part-detail: : இ.இளமாறன், 4/146, பள்ளிக்கூடத் தெரு, மாறாந்தை, ஆலங்குளம், தென்காசி. [121, 1177, 373, 1211]
branch-section [777, 615, 1127, 780]
branch-entry: துணை அமைப்பாளர்கள் : (1) ச.மாரிச்செல்வம், 2/42, கிழக்குத் தெரு, ஆனையப்பபுரம், தென்காசி. (2) சிசிதம்பர லிங்கம், 2/89, வடக்குத் தெரு, ஆனையப்பபுரம், தென்காசி. (3) க.குருசாமிச்சலம், 55, கிழக்குத் தெரு, ஆனையப்பபுரம், தென்காசி. [1133, 207, 1490, 298]
panchayat-label: ஒடைமறிச்சான் ஊராட்சி [516, 653, 687, 677]
part-number: பாகம் – 99 [426, 552, 492, 567]
branch-entry: அமைப்பாளர் : பி.சங்கர், செக்கடி தெரு, அடைச்சாணி, தென்காசி. [1133, 1444, 1490, 1478]
branch-heading: இருதயபுரம் கிளை [887, 1384, 1017, 1402]
branch-entry: அமைப்பாளர் : ஜ.வேல்முருகன், 3/22, குத்தாலிங்கபுரம், காளத்திமடம், தென்காசி. [777, 1938, 1127, 1972]
branch-heading: மருதம்புத்தூர் தெற்கு கிளை [505, 2005, 698, 2023]
branch-section [1133, 2068, 1490, 2215]
